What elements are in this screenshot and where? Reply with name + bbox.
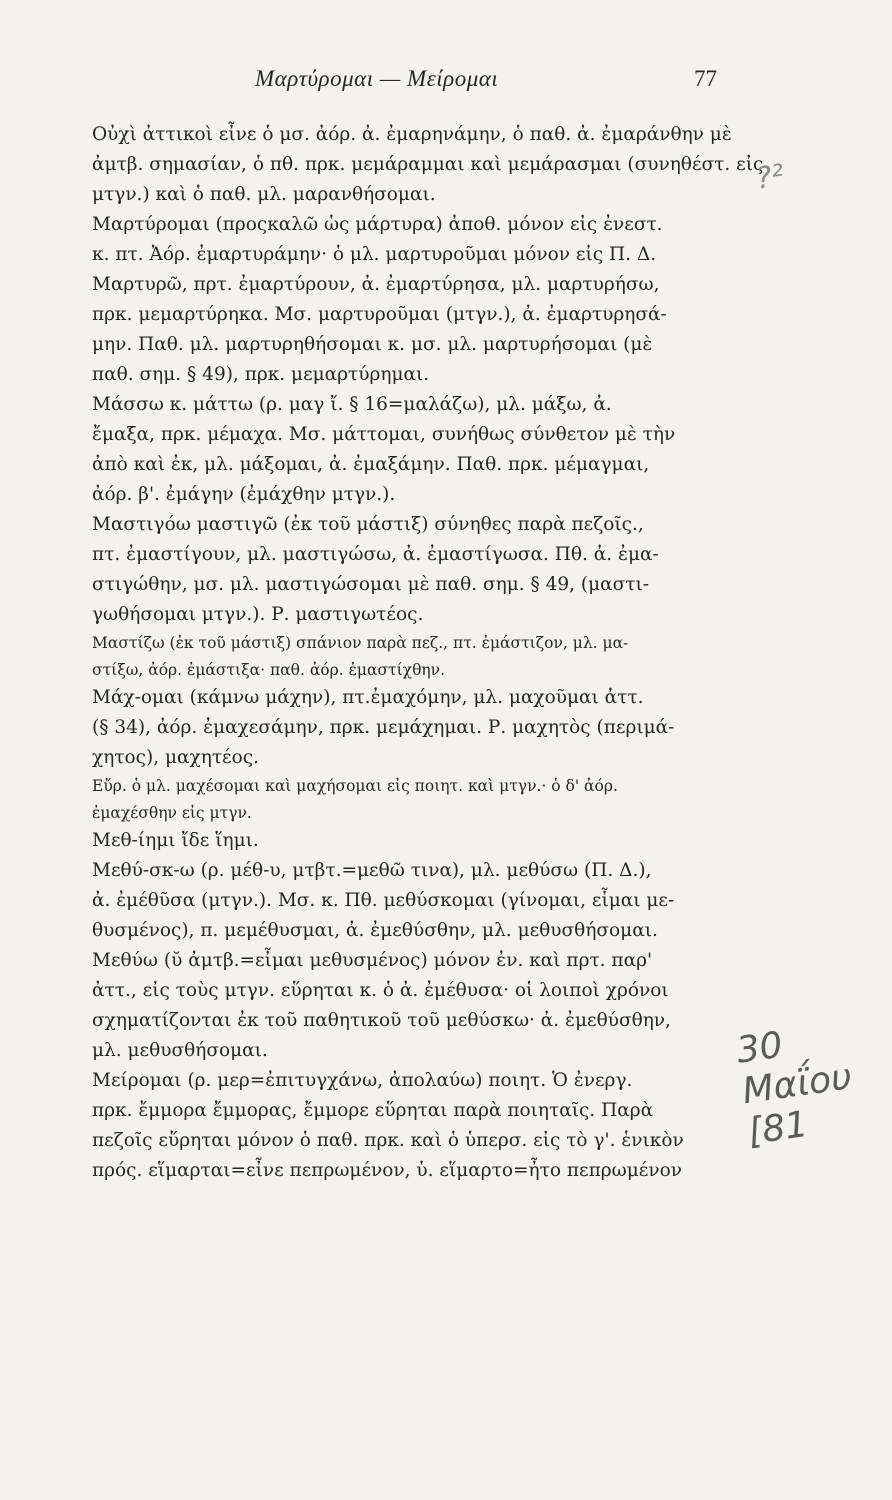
text-line: μην. Παθ. μλ. μαρτυρηθήσομαι κ. μσ. μλ. μαρτυρήσομαι (μὲ bbox=[92, 334, 653, 355]
text-line-small: Μαστίζω (ἐκ τοῦ μάστιξ) σπάνιον παρὰ πεζ., πτ. ἐμάστιζον, μλ. μα- bbox=[92, 634, 629, 652]
text-line: ἀπὸ καὶ ἐκ, μλ. μάξομαι, ἀ. ἐμαξάμην. Παθ. πρκ. μέμαγμαι, bbox=[92, 454, 650, 475]
page-number: 77 bbox=[694, 66, 717, 91]
text-line: κ. πτ. Ἀόρ. ἐμαρτυράμην· ὁ μλ. μαρτυροῦμαι μόνον εἰς Π. Δ. bbox=[92, 244, 657, 265]
text-line: ἀττ., εἰς τοὺς μτγν. εὕρηται κ. ὁ ἀ. ἐμέθυσα· οἱ λοιποὶ χρόνοι bbox=[92, 980, 669, 1001]
text-line: (§ 34), ἀόρ. ἐμαχεσάμην, πρκ. μεμάχημαι. Ρ. μαχητὸς (περιμά- bbox=[92, 717, 675, 738]
text-line: Μαστιγόω μαστιγῶ (ἐκ τοῦ μάστιξ) σύνηθες παρὰ πεζοῖς., bbox=[92, 514, 644, 535]
text-line: πεζοῖς εὕρηται μόνον ὁ παθ. πρκ. καὶ ὁ ὑπερσ. εἰς τὸ γ'. ἑνικὸν bbox=[92, 1130, 684, 1151]
text-line: πρός. εἵμαρται=εἶνε πεπρωμένον, ὑ. εἵμαρτο=ἦτο πεπρωμένον bbox=[92, 1160, 682, 1181]
margin-pencil-note: ?² bbox=[753, 158, 787, 197]
text-line: σχηματίζονται ἐκ τοῦ παθητικοῦ τοῦ μεθύσκω· ἀ. ἐμεθύσθην, bbox=[92, 1010, 671, 1031]
text-line-small: στίξω, ἀόρ. ἐμάστιξα· παθ. ἀόρ. ἐμαστίχθην. bbox=[92, 660, 446, 679]
text-line: ἔμαξα, πρκ. μέμαχα. Μσ. μάττομαι, συνήθως σύνθετον μὲ τὴν bbox=[92, 424, 676, 445]
text-line: Μάσσω κ. μάττω (ρ. μαγ ἴ. § 16=μαλάζω), μλ. μάξω, ἀ. bbox=[92, 394, 612, 415]
text-line: Μάχ-ομαι (κάμνω μάχην), πτ.ἐμαχόμην, μλ. μαχοῦμαι ἀττ. bbox=[92, 687, 644, 708]
text-line: θυσμένος), π. μεμέθυσμαι, ἀ. ἐμεθύσθην, μλ. μεθυσθήσομαι. bbox=[92, 920, 658, 941]
page-header bbox=[0, 66, 892, 106]
text-line: Οὐχὶ ἀττικοὶ εἶνε ὁ μσ. ἀόρ. ἀ. ἐμαρηνάμην, ὁ παθ. ἀ. ἐμαράνθην μὲ bbox=[92, 124, 732, 145]
text-line: μτγν.) καὶ ὁ παθ. μλ. μαρανθήσομαι. bbox=[92, 184, 436, 205]
text-line: χητος), μαχητέος. bbox=[92, 747, 260, 768]
page-body bbox=[92, 120, 764, 1186]
text-line-small: ἐμαχέσθην εἰς μτγν. bbox=[92, 803, 252, 822]
text-line: στιγώθην, μσ. μλ. μαστιγώσομαι μὲ παθ. σημ. § 49, (μαστι- bbox=[92, 574, 650, 595]
text-line: Μεθύ-σκ-ω (ρ. μέθ-υ, μτβτ.=μεθῶ τινα), μλ. μεθύσω (Π. Δ.), bbox=[92, 860, 652, 881]
text-line: Μεθύω (ῠ ἀμτβ.=εἶμαι μεθυσμένος) μόνον ἐν. καὶ πρτ. παρ' bbox=[92, 950, 653, 971]
text-line: ἀμτβ. σημασίαν, ὁ πθ. πρκ. μεμάραμμαι καὶ μεμάρασμαι (συνηθέστ. εἰς bbox=[92, 154, 764, 175]
text-line: πτ. ἐμαστίγουν, μλ. μαστιγώσω, ἀ. ἐμαστίγωσα. Πθ. ἀ. ἐμα- bbox=[92, 544, 659, 565]
text-line: γωθήσομαι μτγν.). Ρ. μαστιγωτέος. bbox=[92, 604, 424, 625]
margin-handwritten-note: 30 Μαΐου [81 bbox=[734, 1024, 855, 1153]
text-line: παθ. σημ. § 49), πρκ. μεμαρτύρημαι. bbox=[92, 364, 430, 385]
text-line: ἀόρ. β'. ἐμάγην (ἐμάχθην μτγν.). bbox=[92, 484, 396, 505]
text-line: πρκ. ἔμμορα ἔμμορας, ἔμμορε εὕρηται παρὰ ποιηταῖς. Παρὰ bbox=[92, 1100, 654, 1121]
text-line: Μαρτυρῶ, πρτ. ἐμαρτύρουν, ἀ. ἐμαρτύρησα, μλ. μαρτυρήσω, bbox=[92, 274, 660, 295]
text-line: μλ. μεθυσθήσομαι. bbox=[92, 1040, 268, 1061]
text-line: ἀ. ἐμέθῦσα (μτγν.). Μσ. κ. Πθ. μεθύσκομαι (γίνομαι, εἶμαι με- bbox=[92, 890, 675, 911]
text-line: Μεθ-ίημι ἴδε ἵημι. bbox=[92, 830, 259, 851]
text-line-small: Εὔρ. ὁ μλ. μαχέσομαι καὶ μαχήσομαι εἰς ποιητ. καὶ μτγν.· ὁ δ' ἀόρ. bbox=[92, 777, 618, 795]
text-line: Μείρομαι (ρ. μερ=ἐπιτυγχάνω, ἀπολαύω) ποιητ. Ὁ ἐνεργ. bbox=[92, 1070, 633, 1091]
text-line: πρκ. μεμαρτύρηκα. Μσ. μαρτυροῦμαι (μτγν.), ἀ. ἐμαρτυρησά- bbox=[92, 304, 667, 325]
text-line: Μαρτύρομαι (προςκαλῶ ὡς μάρτυρα) ἀποθ. μόνον εἰς ἐνεστ. bbox=[92, 214, 663, 235]
running-title: Μαρτύρομαι — Μείρομαι bbox=[255, 66, 499, 91]
